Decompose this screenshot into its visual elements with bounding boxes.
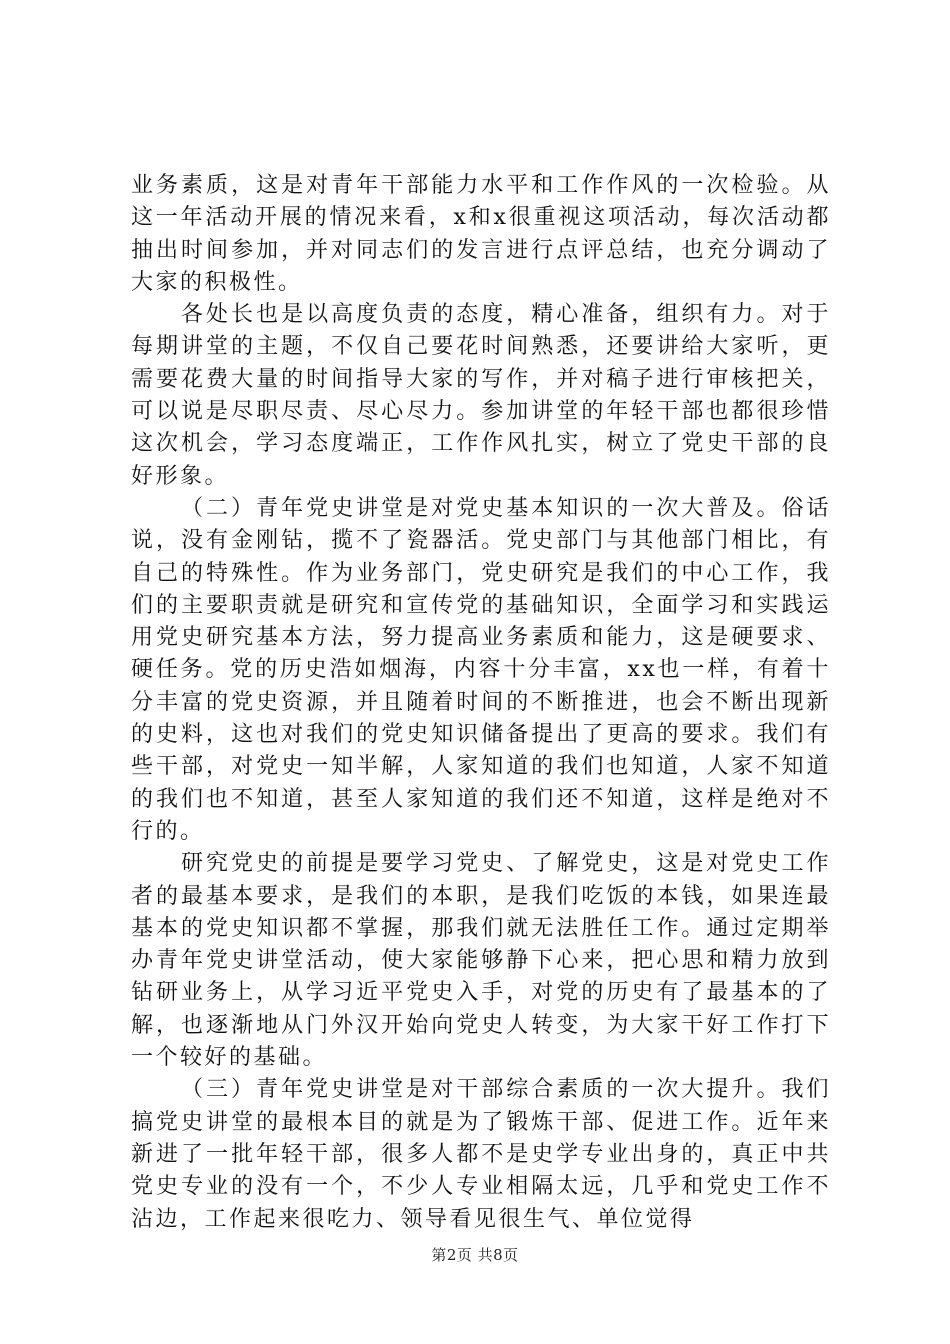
paragraph-section-three: （三）青年党史讲堂是对干部综合素质的一次大提升。我们搞党史讲堂的最根本目的就是为了锻炼干部、促进工作。近年来新进了一批年轻干部，很多人都不是史学专业出身的，真正中共党史专业的没有一个，不少人专业相隔太远，几乎和党史工作不沾边，工作起来很吃力、领导看见很生气、单位觉得 bbox=[131, 1077, 831, 1232]
paragraph-continued: 业务素质，这是对青年干部能力水平和工作作风的一次检验。从这一年活动开展的情况来看，x和x很重视这项活动，每次活动都抽出时间参加，并对同志们的发言进行点评总结，也充分调动了大家的积极性。 bbox=[131, 173, 831, 295]
page-footer: 第2页 共8页 bbox=[431, 1246, 519, 1264]
paragraph: 研究党史的前提是要学习党史、了解党史，这是对党史工作者的最基本要求，是我们的本职，是我们吃饭的本钱，如果连最基本的党史知识都不掌握，那我们就无法胜任工作。通过定期举办青年党史讲堂活动，使大家能够静下心来，把心思和精力放到钻研业务上，从学习近平党史入手，对党的历史有了最基本的了解，也逐渐地从门外汉开始向党史人转变，为大家干好工作打下一个较好的基础。 bbox=[131, 851, 831, 1071]
paragraph: 各处长也是以高度负责的态度，精心准备，组织有力。对于每期讲堂的主题，不仅自己要花时间熟悉，还要讲给大家听，更需要花费大量的时间指导大家的写作，并对稿子进行审核把关，可以说是尽职尽责、尽心尽力。参加讲堂的年轻干部也都很珍惜这次机会，学习态度端正，工作作风扎实，树立了党史干部的良好形象。 bbox=[131, 302, 831, 489]
document-body bbox=[131, 170, 831, 1236]
paragraph-section-two: （二）青年党史讲堂是对党史基本知识的一次大普及。俗话说，没有金刚钻，揽不了瓷器活。党史部门与其他部门相比，有自己的特殊性。作为业务部门，党史研究是我们的中心工作，我们的主要职责就是研究和宣传党的基础知识，全面学习和实践运用党史研究基本方法，努力提高业务素质和能力，这是硬要求、硬任务。党的历史浩如烟海，内容十分丰富，xx也一样，有着十分丰富的党史资源，并且随着时间的不断推进，也会不断出现新的史料，这也对我们的党史知识储备提出了更高的要求。我们有些干部，对党史一知半解，人家知道的我们也知道，人家不知道的我们也不知道，甚至人家知道的我们还不知道，这样是绝对不行的。 bbox=[131, 495, 831, 844]
